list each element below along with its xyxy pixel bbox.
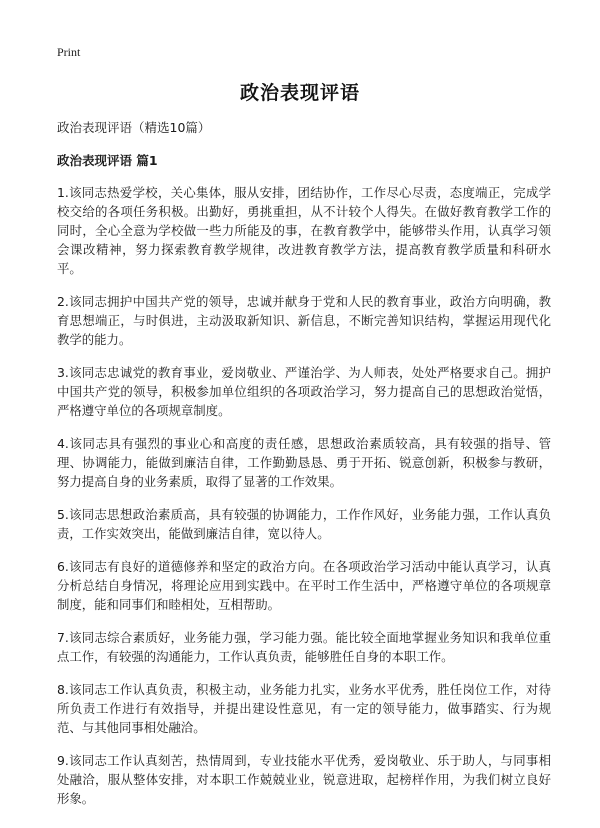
paragraph-6: 6.该同志有良好的道德修养和坚定的政治方向。在各项政治学习活动中能认真学习，认真分析总结自身情况，将理论应用到实践中。在平时工作生活中，严格遵守单位的各项规章制度，能和同事们和睦相处，互相帮助。 (57, 559, 551, 612)
print-link[interactable]: Print (57, 45, 81, 59)
paragraph-3: 3.该同志忠诚党的教育事业，爱岗敬业、严谨治学、为人师表，处处严格要求自己。拥护中国共产党的领导，积极参加单位组织的各项政治学习，努力提高自己的思想政治觉悟，严格遵守单位的各项规章制度。 (57, 365, 551, 418)
section-heading: 政治表现评语 篇1 (57, 153, 158, 168)
paragraph-7: 7.该同志综合素质好，业务能力强，学习能力强。能比较全面地掌握业务知识和我单位重点工作，有较强的沟通能力，工作认真负责，能够胜任自身的本职工作。 (57, 630, 551, 664)
paragraph-4: 4.该同志具有强烈的事业心和高度的责任感，思想政治素质较高，具有较强的指导、管理、协调能力，能做到廉洁自律，工作勤勤恳恳、勇于开拓、锐意创新，积极参与教研，努力提高自身的业务素质，取得了显著的工作效果。 (57, 436, 551, 489)
paragraph-8: 8.该同志工作认真负责，积极主动，业务能力扎实，业务水平优秀，胜任岗位工作，对待所负责工作进行有效指导，并提出建设性意见，有一定的领导能力，做事踏实、行为规范、与其他同事相处融洽。 (57, 682, 551, 735)
paragraph-2: 2.该同志拥护中国共产党的领导，忠诚并献身于党和人民的教育事业，政治方向明确，教育思想端正，与时俱进，主动汲取新知识、新信息，不断完善知识结构，掌握运用现代化教学的能力。 (57, 294, 551, 347)
document-subtitle: 政治表现评语（精选10篇） (57, 120, 211, 135)
document-body (57, 119, 551, 822)
paragraph-1: 1.该同志热爱学校，关心集体，服从安排，团结协作，工作尽心尽责，态度端正，完成学校交给的各项任务积极。出勤好，勇挑重担，从不计较个人得失。在做好教育教学工作的同时，全心全意为学校做一些力所能及的事，在教育教学中，能够带头作用，认真学习领会课改精神，努力探索教育教学规律，改进教育教学方法，提高教育教学质量和科研水平。 (57, 185, 551, 276)
paragraph-9: 9.该同志工作认真刻苦，热情周到，专业技能水平优秀，爱岗敬业、乐于助人，与同事相处融洽，服从整体安排，对本职工作兢兢业业，锐意进取，起榜样作用，为我们树立良好形象。 (57, 753, 551, 806)
paragraph-5: 5.该同志思想政治素质高，具有较强的协调能力，工作作风好，业务能力强，工作认真负责，工作实效突出，能做到廉洁自律，宽以待人。 (57, 507, 551, 541)
document-title: 政治表现评语 (239, 82, 360, 104)
